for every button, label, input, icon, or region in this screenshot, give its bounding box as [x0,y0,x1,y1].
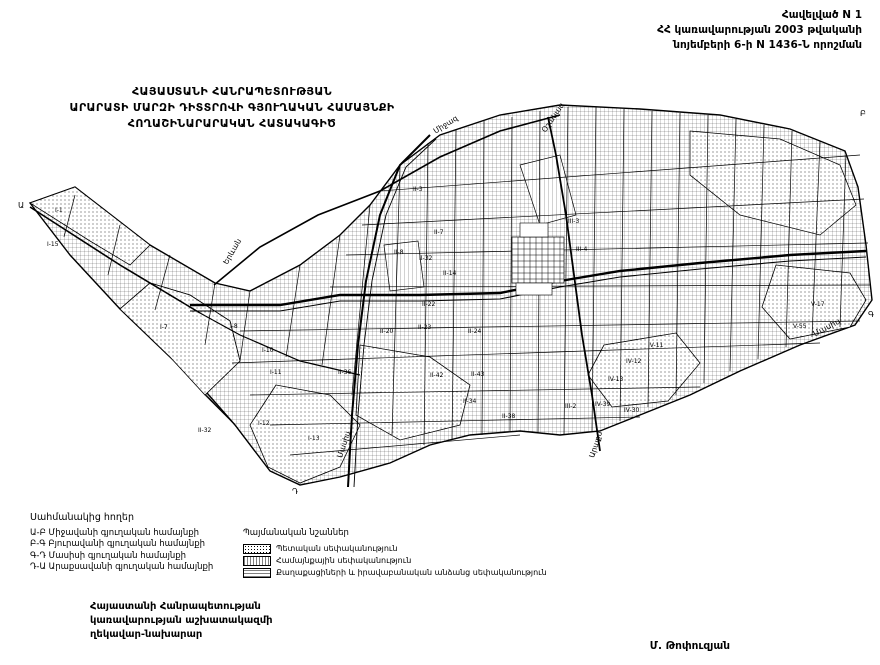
legend-left-item: Գ-Դ Մասիսի գյուղական համայնքի [30,550,187,561]
parcel-label: I-7 [160,324,168,331]
parcel-label: II-32 [419,255,433,262]
parcel-label: I-8 [230,323,238,330]
road-label: Մասիս [335,430,353,459]
boundary-point-b: Բ [860,109,866,118]
legend-right-label: Քաղաքացիների և իրավաբանական անձանց սեփականություն [276,568,547,577]
parcel-label: II-32 [198,427,212,434]
parcel-label: V-55 [793,323,807,330]
road-label: Արաքս [587,430,605,459]
parcel-label: III-4 [576,246,588,253]
title-line-3: ՀՈՂԱՇԻՆԱՐԱՐԱԿԱՆ ՀԱՏԱԿԱԳԻԾ [127,117,337,130]
boundary-point-c: Գ [868,310,875,319]
legend-right-label: Պետական սեփականություն [276,544,398,553]
parcel-label: II-3 [413,186,423,193]
signatory-name: Մ. Թոփուզյան [649,640,730,652]
parcel-label: II-36 [338,369,352,376]
parcel-label: IV-13 [608,376,624,383]
document-header [657,8,862,53]
legend-adjacent-lands [30,512,213,574]
parcel-label: I-10 [262,347,274,354]
parcel-label: I-1 [55,207,63,214]
parcel-label: II-43 [471,371,485,378]
cadastral-map [0,95,880,515]
parcel-label: IV-39 [595,401,611,408]
parcel-label: II-14 [443,270,457,277]
signature-title-line-1: Հայաստանի Հանրապետության [90,601,261,612]
parcel-label: II-34 [463,398,477,405]
parcel-label: II-7 [434,229,444,236]
boundary-point-d: Դ [292,487,299,496]
parcel-label: II-24 [468,328,482,335]
parcel-label: II-20 [380,328,394,335]
parcel-label: IV-12 [626,358,642,365]
title-line-2: ԱՐԱՐԱՏԻ ՄԱՐԶԻ ԴԻՏՏՐՈՎԻ ԳՅՈՒՂԱԿԱՆ ՀԱՄԱՅՆՔԻ [69,101,395,114]
parcel-label: II-23 [418,324,432,331]
parcel-label: III-3 [568,218,580,225]
parcel-label: II-42 [430,372,444,379]
swatch-community-ownership-icon [243,556,271,566]
parcel-label: II-22 [422,301,436,308]
legend-left-item: Դ-Ա Արաքսավանի գյուղական համայնքի [30,562,214,572]
title-line-1: ՀԱՅԱՍՏԱՆԻ ՀԱՆՐԱՊԵՏՈՒԹՅԱՆ [132,85,332,98]
parcel-label: IV-30 [624,407,640,414]
parcel-label: III-2 [565,403,577,410]
legend-symbols [243,528,547,579]
road-label: Երևան [221,236,244,267]
legend-left-item: Ա-Բ Միջավանի գյուղական համայնքի [30,527,200,538]
parcel-label: IV-11 [648,342,664,349]
road-label: Միջազ [431,113,460,136]
neighbor-label-masis: Մասիս [811,316,842,339]
signature-title [90,600,273,642]
legend-left-item: Բ-Գ Բյուրավանի գյուղական համայնքի [30,539,206,549]
legend-right-title: Պայմանական նշաններ [243,528,349,538]
parcel-label: V-17 [811,301,825,308]
header-line-2: ՀՀ կառավարության 2003 թվականի [657,24,862,36]
legend-row-community [243,555,547,566]
parcel-label: II-8 [394,249,404,256]
legend-row-state [243,543,547,554]
signature-title-line-2: կառավարության աշխատակազմի [90,615,273,626]
parcel-label: II-38 [502,413,516,420]
legend-row-private [243,567,547,578]
boundary-point-a: Ա [18,201,25,210]
parcel-label: I-12 [258,420,270,427]
map-svg [0,95,880,515]
legend-right-label: Համայնքային սեփականություն [276,556,412,565]
header-line-3: նոյեմբերի 6-ի N 1436-Ն որոշման [673,39,862,51]
legend-left-title: Սահմանակից հողեր [30,512,134,523]
road-label: Օշական [539,100,567,135]
header-line-1: Հավելված N 1 [781,9,862,21]
swatch-state-ownership-icon [243,544,271,554]
signature-title-line-3: ղեկավար-նախարար [90,629,203,640]
swatch-private-ownership-icon [243,568,271,578]
parcel-label: I-11 [270,369,282,376]
parcel-label: I-15 [47,241,59,248]
parcel-label: I-13 [308,435,320,442]
